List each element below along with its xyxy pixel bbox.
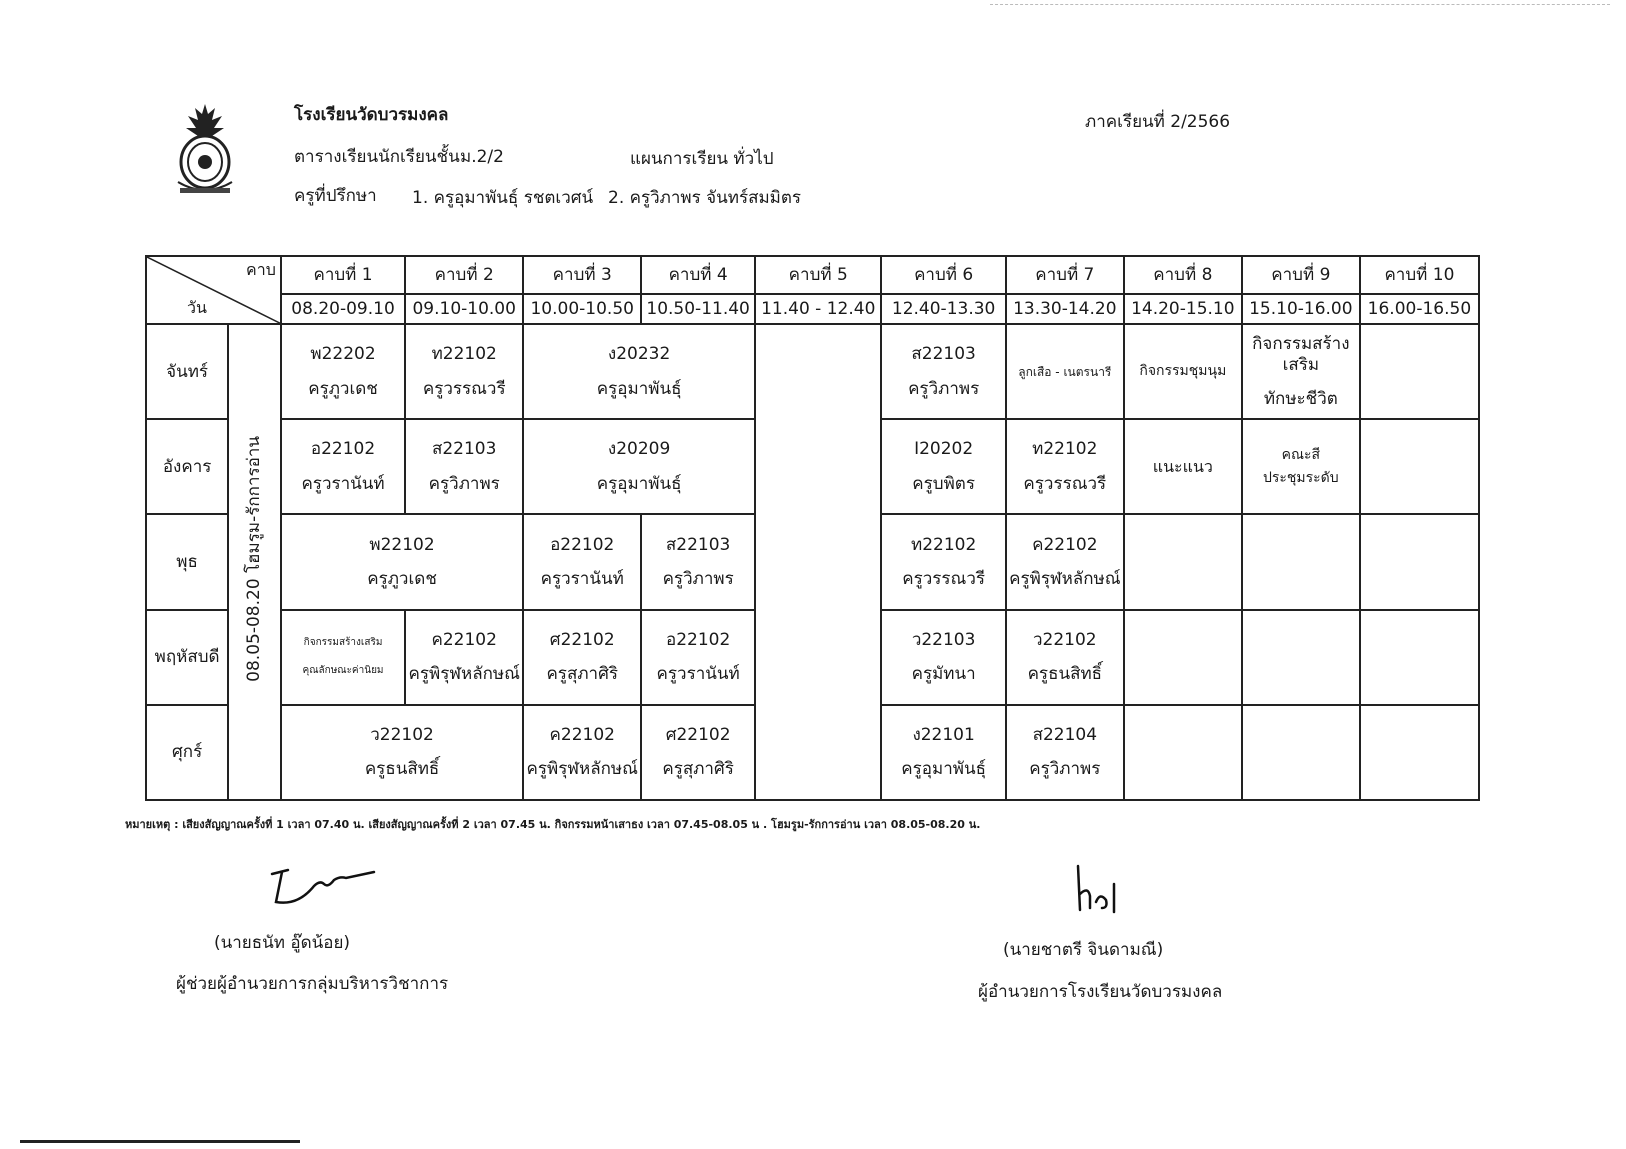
class-cell: ง20232 ครูอุมาพันธุ์ — [523, 324, 755, 419]
period-time: 11.40 - 12.40 — [755, 294, 881, 324]
day-tuesday: อังคาร — [146, 419, 228, 514]
class-cell: ศ22102 ครูสุภาศิริ — [523, 610, 641, 705]
period-time: 10.50-11.40 — [641, 294, 755, 324]
class-cell: ท22102 ครูวรรณวรี — [881, 514, 1005, 609]
period-header: คาบที่ 9 — [1242, 256, 1360, 294]
class-label: ตารางเรียนนักเรียนชั้น — [294, 147, 460, 167]
right-signature-mark — [1070, 862, 1130, 922]
school-name: โรงเรียนวัดบวรมงคล — [294, 105, 449, 125]
left-signature-mark — [268, 862, 378, 910]
homeroom-column — [228, 324, 281, 800]
activity-cell: คณะสี ประชุมระดับ — [1242, 419, 1360, 514]
empty-cell — [1242, 514, 1360, 609]
period-header: คาบที่ 2 — [405, 256, 523, 294]
term-label: ภาคเรียนที่ 2/2566 — [1085, 112, 1231, 132]
left-signer-name: (นายธนัท อู๊ดน้อย) — [214, 933, 351, 953]
class-cell: ว22103 ครูมัทนา — [881, 610, 1005, 705]
empty-cell — [1124, 610, 1242, 705]
class-cell: ส22103 ครูวิภาพร — [881, 324, 1005, 419]
corner-period-label: คาบ — [246, 260, 276, 279]
class-cell: ว22102 ครูธนสิทธิ์ — [281, 705, 523, 800]
activity-cell: กิจกรรมชุมนุม — [1124, 324, 1242, 419]
empty-cell — [1242, 705, 1360, 800]
day-monday: จันทร์ — [146, 324, 228, 419]
lunch-break-cell — [755, 324, 881, 800]
left-signer-title: ผู้ช่วยผู้อำนวยการกลุ่มบริหารวิชาการ — [176, 974, 449, 994]
advisor-label: ครูที่ปรึกษา — [294, 186, 377, 206]
activity-cell: ลูกเสือ - เนตรนารี — [1006, 324, 1124, 419]
empty-cell — [1360, 514, 1479, 609]
period-header: คาบที่ 8 — [1124, 256, 1242, 294]
period-header: คาบที่ 1 — [281, 256, 405, 294]
day-thursday: พฤหัสบดี — [146, 610, 228, 705]
class-cell: ค22102 ครูพิรุฬหลักษณ์ — [405, 610, 523, 705]
footnote: หมายเหตุ : เสียงสัญญาณครั้งที่ 1 เวลา 07.40 น. เสียงสัญญาณครั้งที่ 2 เวลา 07.45 น. กิจกรรมหน้าเสาธง เวลา 07.45-08.05 น . โฮมรูม-รักการอ่าน เวลา 08.05-08.20 น. — [125, 818, 981, 831]
class-cell: ค22102 ครูพิรุฬหลักษณ์ — [523, 705, 641, 800]
empty-cell — [1124, 514, 1242, 609]
advisor-2: 2. ครูวิภาพร จันทร์สมมิตร — [608, 188, 802, 208]
period-header: คาบที่ 4 — [641, 256, 755, 294]
class-cell: ท22102 ครูวรรณวรี — [405, 324, 523, 419]
class-cell: ว22102 ครูธนสิทธิ์ — [1006, 610, 1124, 705]
class-cell: ส22103 ครูวิภาพร — [641, 514, 755, 609]
period-time: 12.40-13.30 — [881, 294, 1005, 324]
period-header: คาบที่ 6 — [881, 256, 1005, 294]
empty-cell — [1242, 610, 1360, 705]
right-signer-name: (นายชาตรี จินดามณี) — [1003, 940, 1164, 960]
class-cell: อ22102 ครูวรานันท์ — [523, 514, 641, 609]
period-time: 15.10-16.00 — [1242, 294, 1360, 324]
class-cell: พ22102 ครูภูวเดช — [281, 514, 523, 609]
class-cell: ง22101 ครูอุมาพันธุ์ — [881, 705, 1005, 800]
class-cell: ส22103 ครูวิภาพร — [405, 419, 523, 514]
class-cell: I20202 ครูบพิตร — [881, 419, 1005, 514]
empty-cell — [1360, 705, 1479, 800]
homeroom-label: 08.05-08.20 โฮมรูม-รักการอ่าน — [244, 436, 265, 683]
class-cell: ท22102 ครูวรรณวรี — [1006, 419, 1124, 514]
period-header: คาบที่ 10 — [1360, 256, 1479, 294]
advisor-1: 1. ครูอุมาพันธุ์ รชตเวศน์ — [412, 188, 594, 208]
period-time: 10.00-10.50 — [523, 294, 641, 324]
activity-cell: แนะแนว — [1124, 419, 1242, 514]
day-wednesday: พุธ — [146, 514, 228, 609]
right-signer-title: ผู้อำนวยการโรงเรียนวัดบวรมงคล — [978, 982, 1223, 1002]
class-cell: ส22104 ครูวิภาพร — [1006, 705, 1124, 800]
period-time: 16.00-16.50 — [1360, 294, 1479, 324]
top-dashed-rule — [990, 4, 1610, 5]
empty-cell — [1360, 610, 1479, 705]
empty-cell — [1360, 324, 1479, 419]
period-time: 14.20-15.10 — [1124, 294, 1242, 324]
class-cell: อ22102 ครูวรานันท์ — [641, 610, 755, 705]
class-cell: ศ22102 ครูสุภาศิริ — [641, 705, 755, 800]
corner-cell — [146, 256, 281, 324]
class-cell: ง20209 ครูอุมาพันธุ์ — [523, 419, 755, 514]
period-time: 09.10-10.00 — [405, 294, 523, 324]
period-time: 13.30-14.20 — [1006, 294, 1124, 324]
study-plan: แผนการเรียน ทั่วไป — [630, 149, 774, 169]
empty-cell — [1360, 419, 1479, 514]
class-cell: ค22102 ครูพิรุฬหลักษณ์ — [1006, 514, 1124, 609]
period-header: คาบที่ 7 — [1006, 256, 1124, 294]
day-friday: ศุกร์ — [146, 705, 228, 800]
class-cell: พ22202 ครูภูวเดช — [281, 324, 405, 419]
class-cell: อ22102 ครูวรานันท์ — [281, 419, 405, 514]
timetable — [145, 255, 1480, 801]
period-header: คาบที่ 5 — [755, 256, 881, 294]
bottom-rule — [20, 1140, 300, 1143]
empty-cell — [1124, 705, 1242, 800]
class-value: ม.2/2 — [460, 147, 504, 167]
period-time: 08.20-09.10 — [281, 294, 405, 324]
school-seal-logo — [160, 100, 250, 200]
period-header: คาบที่ 3 — [523, 256, 641, 294]
activity-cell: กิจกรรมสร้างเสริม คุณลักษณะค่านิยม — [281, 610, 405, 705]
activity-cell: กิจกรรมสร้างเสริม ทักษะชีวิต — [1242, 324, 1360, 419]
corner-day-label: วัน — [187, 297, 207, 317]
